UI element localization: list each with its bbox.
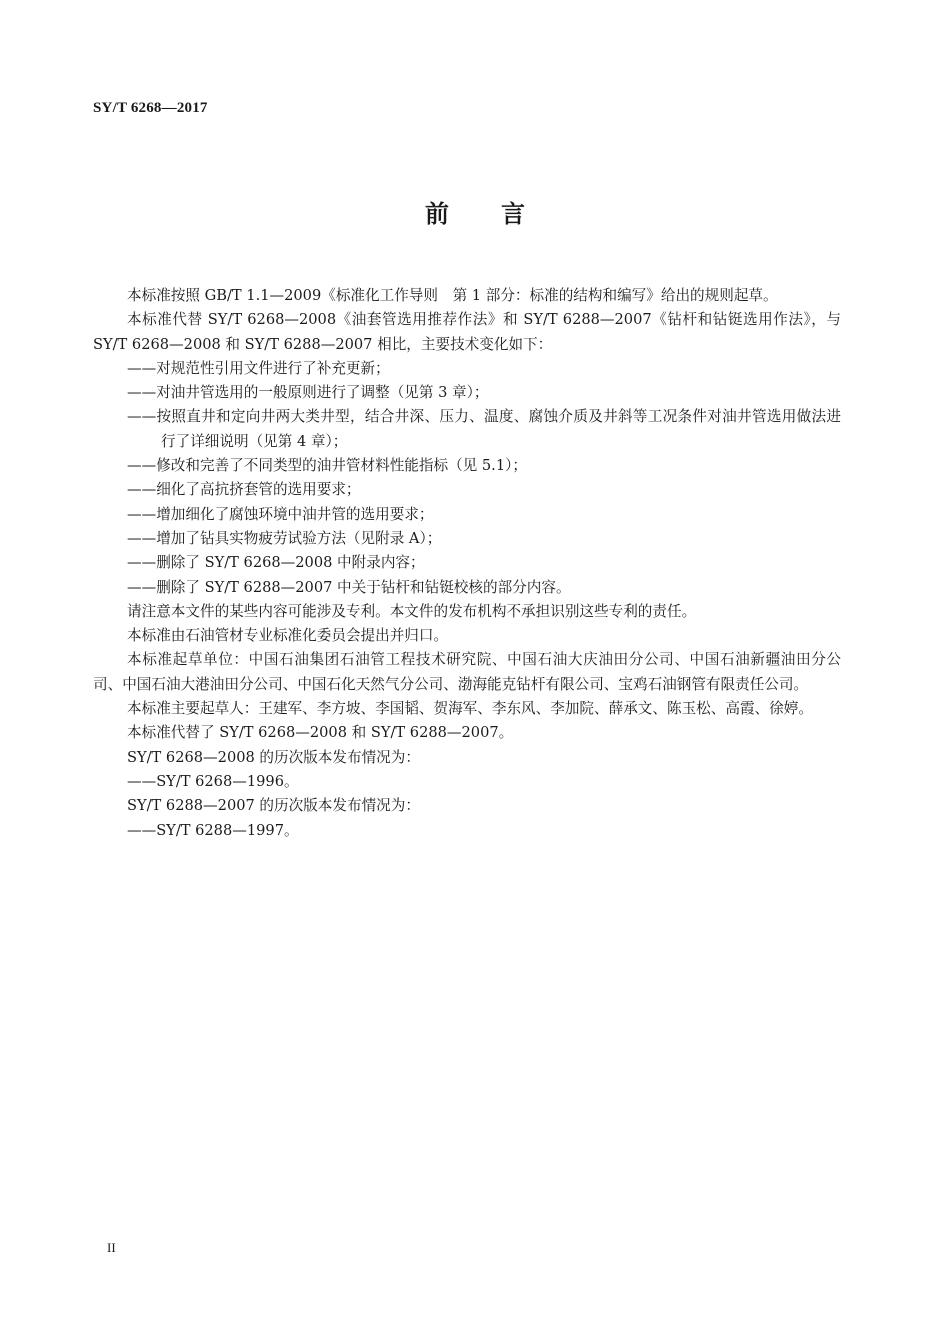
foreword-body — [93, 284, 841, 843]
change-item: ——增加了钻具实物疲劳试验方法（见附录 A）； — [127, 529, 442, 547]
paragraph-drafting-units: 本标准起草单位：中国石油集团石油管工程技术研究院、中国石油大庆油田分公司、中国石油新疆油田分公司、中国石油大港油田分公司、中国石化天然气分公司、渤海能克钻杆有限公司、宝鸡石油钢管有限责任公司。 — [93, 651, 841, 693]
change-item: ——按照直井和定向井两大类井型，结合井深、压力、温度、腐蚀介质及井斜等工况条件对油井管选用做法进行了详细说明（见第 4 章）； — [127, 408, 841, 450]
paragraph-drafters: 本标准主要起草人：王建军、李方坡、李国韬、贺海军、李东风、李加院、薛承文、陈玉松、高霞、徐婷。 — [127, 700, 813, 718]
change-item: ——删除了 SY/T 6288—2007 中关于钻杆和钻铤校核的部分内容。 — [127, 578, 571, 596]
page-title — [0, 194, 950, 229]
change-item: ——删除了 SY/T 6268—2008 中附录内容； — [127, 554, 425, 572]
paragraph-history-6268: SY/T 6268—2008 的历次版本发布情况为： — [127, 748, 420, 766]
paragraph-replacement: 本标准代替 SY/T 6268—2008《油套管选用推荐作法》和 SY/T 6288—2007《钻杆和钻铤选用作法》，与 SY/T 6268—2008 和 SY/T 6288—2007 相比，主要技术变化如下： — [93, 311, 841, 353]
change-item: ——对油井管选用的一般原则进行了调整（见第 3 章）； — [127, 384, 489, 402]
history-item: ——SY/T 6268—1996。 — [127, 772, 299, 790]
document-code: SY/T 6268—2017 — [93, 100, 208, 116]
paragraph-drafting-rules: 本标准按照 GB/T 1.1—2009《标准化工作导则 第 1 部分：标准的结构和编写》给出的规则起草。 — [127, 287, 778, 304]
paragraph-replaced-standards: 本标准代替了 SY/T 6268—2008 和 SY/T 6288—2007。 — [127, 724, 514, 742]
title-char-2: 言 — [501, 200, 525, 228]
change-item: ——修改和完善了不同类型的油井管材料性能指标（见 5.1）； — [127, 457, 527, 475]
paragraph-proposer: 本标准由石油管材专业标准化委员会提出并归口。 — [127, 627, 449, 645]
title-char-1: 前 — [425, 200, 449, 228]
paragraph-patent-notice: 请注意本文件的某些内容可能涉及专利。本文件的发布机构不承担识别这些专利的责任。 — [127, 602, 697, 620]
change-item: ——细化了高抗挤套管的选用要求； — [127, 481, 361, 499]
paragraph-history-6288: SY/T 6288—2007 的历次版本发布情况为： — [127, 797, 420, 815]
page-number: II — [107, 1240, 116, 1255]
history-item: ——SY/T 6288—1997。 — [127, 821, 299, 839]
change-item: ——增加细化了腐蚀环境中油井管的选用要求； — [127, 505, 434, 523]
change-item: ——对规范性引用文件进行了补充更新； — [127, 359, 390, 377]
